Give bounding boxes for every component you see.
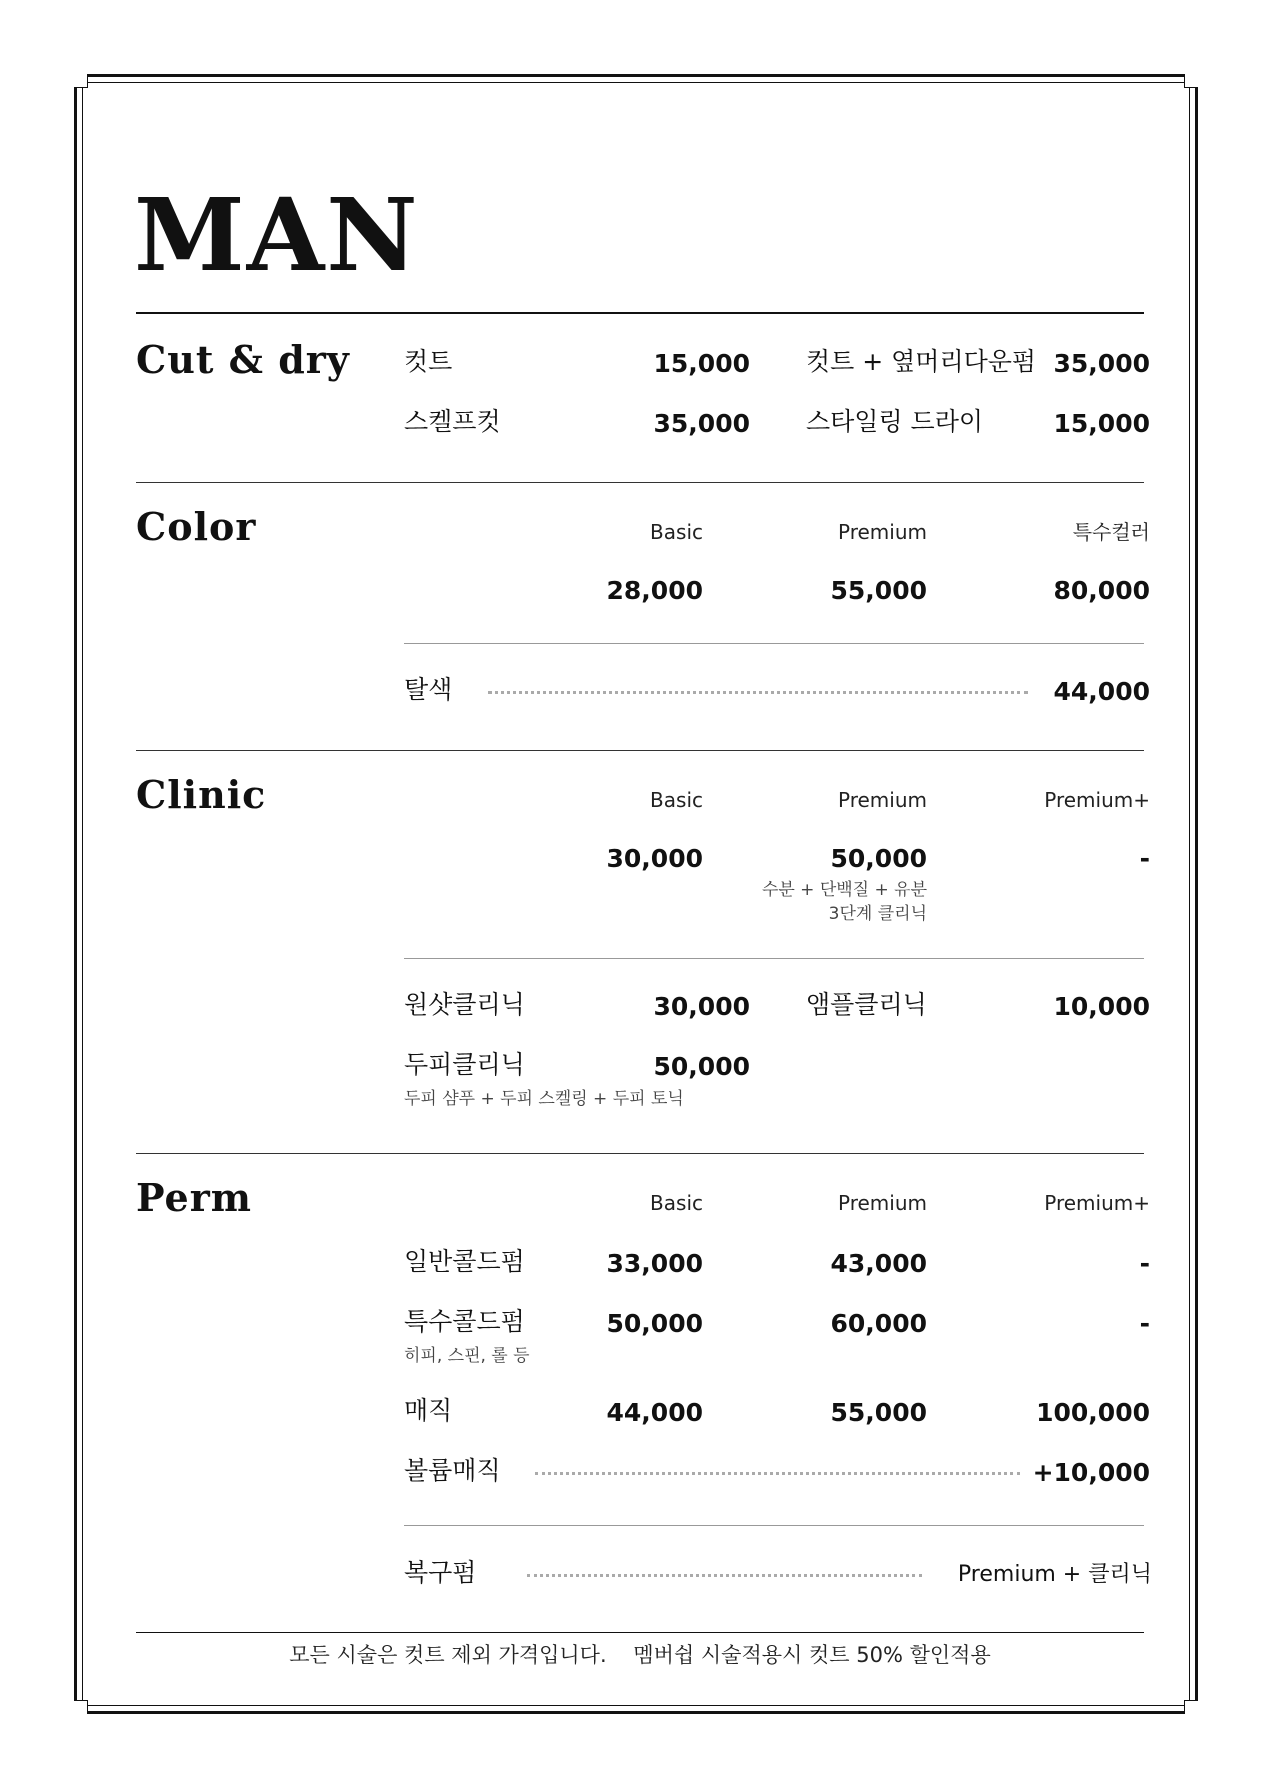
section-divider [136,1153,1144,1154]
menu-item-name: 복구펌 [404,1558,477,1587]
menu-item-price: 44,000 [1053,677,1150,706]
page-title: MAN [134,176,420,294]
footer-note: 모든 시술은 컷트 제외 가격입니다. 멤버쉽 시술적용시 컷트 50% 할인적용 [289,1643,991,1667]
menu-item-price: 35,000 [653,409,750,438]
menu-item-price: 100,000 [1036,1398,1150,1427]
column-label: Premium [838,788,927,812]
section-title-cut-dry: Cut & dry [136,337,350,382]
column-label: Basic [650,788,703,812]
frame-corner [74,1700,88,1714]
menu-item-price: - [1139,844,1150,873]
sub-divider [404,1525,1144,1526]
price-note: 3단계 클리닉 [828,904,927,924]
item-note: 히피, 스핀, 롤 등 [404,1346,530,1366]
dot-leader [527,1574,922,1577]
menu-item-name: 두피클리닉 [404,1050,525,1079]
sub-divider [404,958,1144,959]
column-label: Premium [838,520,927,544]
menu-item-price: 35,000 [1053,349,1150,378]
title-divider [136,312,1144,314]
menu-item-price: 50,000 [653,1052,750,1081]
section-title-color: Color [136,504,257,549]
column-label: 특수컬러 [1072,520,1150,544]
menu-item-name: 앰플클리닉 [806,990,927,1019]
dot-leader [488,691,1028,694]
menu-item-name: 탈색 [404,675,453,704]
menu-item-price: 80,000 [1053,576,1150,605]
menu-item-name: 컷트 + 옆머리다운펌 [806,347,1037,376]
menu-item-price: +10,000 [1032,1458,1150,1487]
menu-item-name: 스켈프컷 [404,407,501,436]
menu-item-price: Premium + 클리닉 [957,1562,1152,1587]
menu-item-name: 스타일링 드라이 [806,407,983,436]
menu-item-name: 특수콜드펌 [404,1307,525,1336]
frame-corner [74,74,88,88]
section-title-perm: Perm [136,1175,252,1220]
menu-item-price: 33,000 [606,1249,703,1278]
item-note: 두피 샴푸 + 두피 스켈링 + 두피 토닉 [404,1089,684,1109]
frame-corner [1184,74,1198,88]
menu-item-price: 43,000 [830,1249,927,1278]
sub-divider [404,643,1144,644]
menu-item-price: 30,000 [653,992,750,1021]
column-label: Basic [650,1191,703,1215]
section-title-clinic: Clinic [136,772,267,817]
price-note: 수분 + 단백질 + 유분 [761,880,927,900]
menu-item-name: 매직 [404,1396,453,1425]
menu-item-name: 일반콜드펌 [404,1247,525,1276]
menu-item-name: 볼륨매직 [404,1456,501,1485]
menu-item-price: 55,000 [830,576,927,605]
inner-frame [82,82,1190,1706]
menu-item-price: 50,000 [830,844,927,873]
section-divider [136,750,1144,751]
footer-divider [136,1632,1144,1633]
menu-item-price: 55,000 [830,1398,927,1427]
menu-item-name: 원샷클리닉 [404,990,525,1019]
column-label: Premium [838,1191,927,1215]
menu-item-price: 60,000 [830,1309,927,1338]
menu-item-price: 30,000 [606,844,703,873]
dot-leader [535,1472,1020,1475]
column-label: Premium+ [1044,788,1150,812]
menu-item-price: 15,000 [1053,409,1150,438]
menu-item-price: 15,000 [653,349,750,378]
column-label: Premium+ [1044,1191,1150,1215]
frame-corner [1184,1700,1198,1714]
menu-item-price: 44,000 [606,1398,703,1427]
column-label: Basic [650,520,703,544]
menu-item-price: 10,000 [1053,992,1150,1021]
menu-item-price: - [1139,1309,1150,1338]
menu-item-name: 컷트 [404,347,453,376]
section-divider [136,482,1144,483]
menu-item-price: - [1139,1249,1150,1278]
menu-item-price: 28,000 [606,576,703,605]
menu-item-price: 50,000 [606,1309,703,1338]
